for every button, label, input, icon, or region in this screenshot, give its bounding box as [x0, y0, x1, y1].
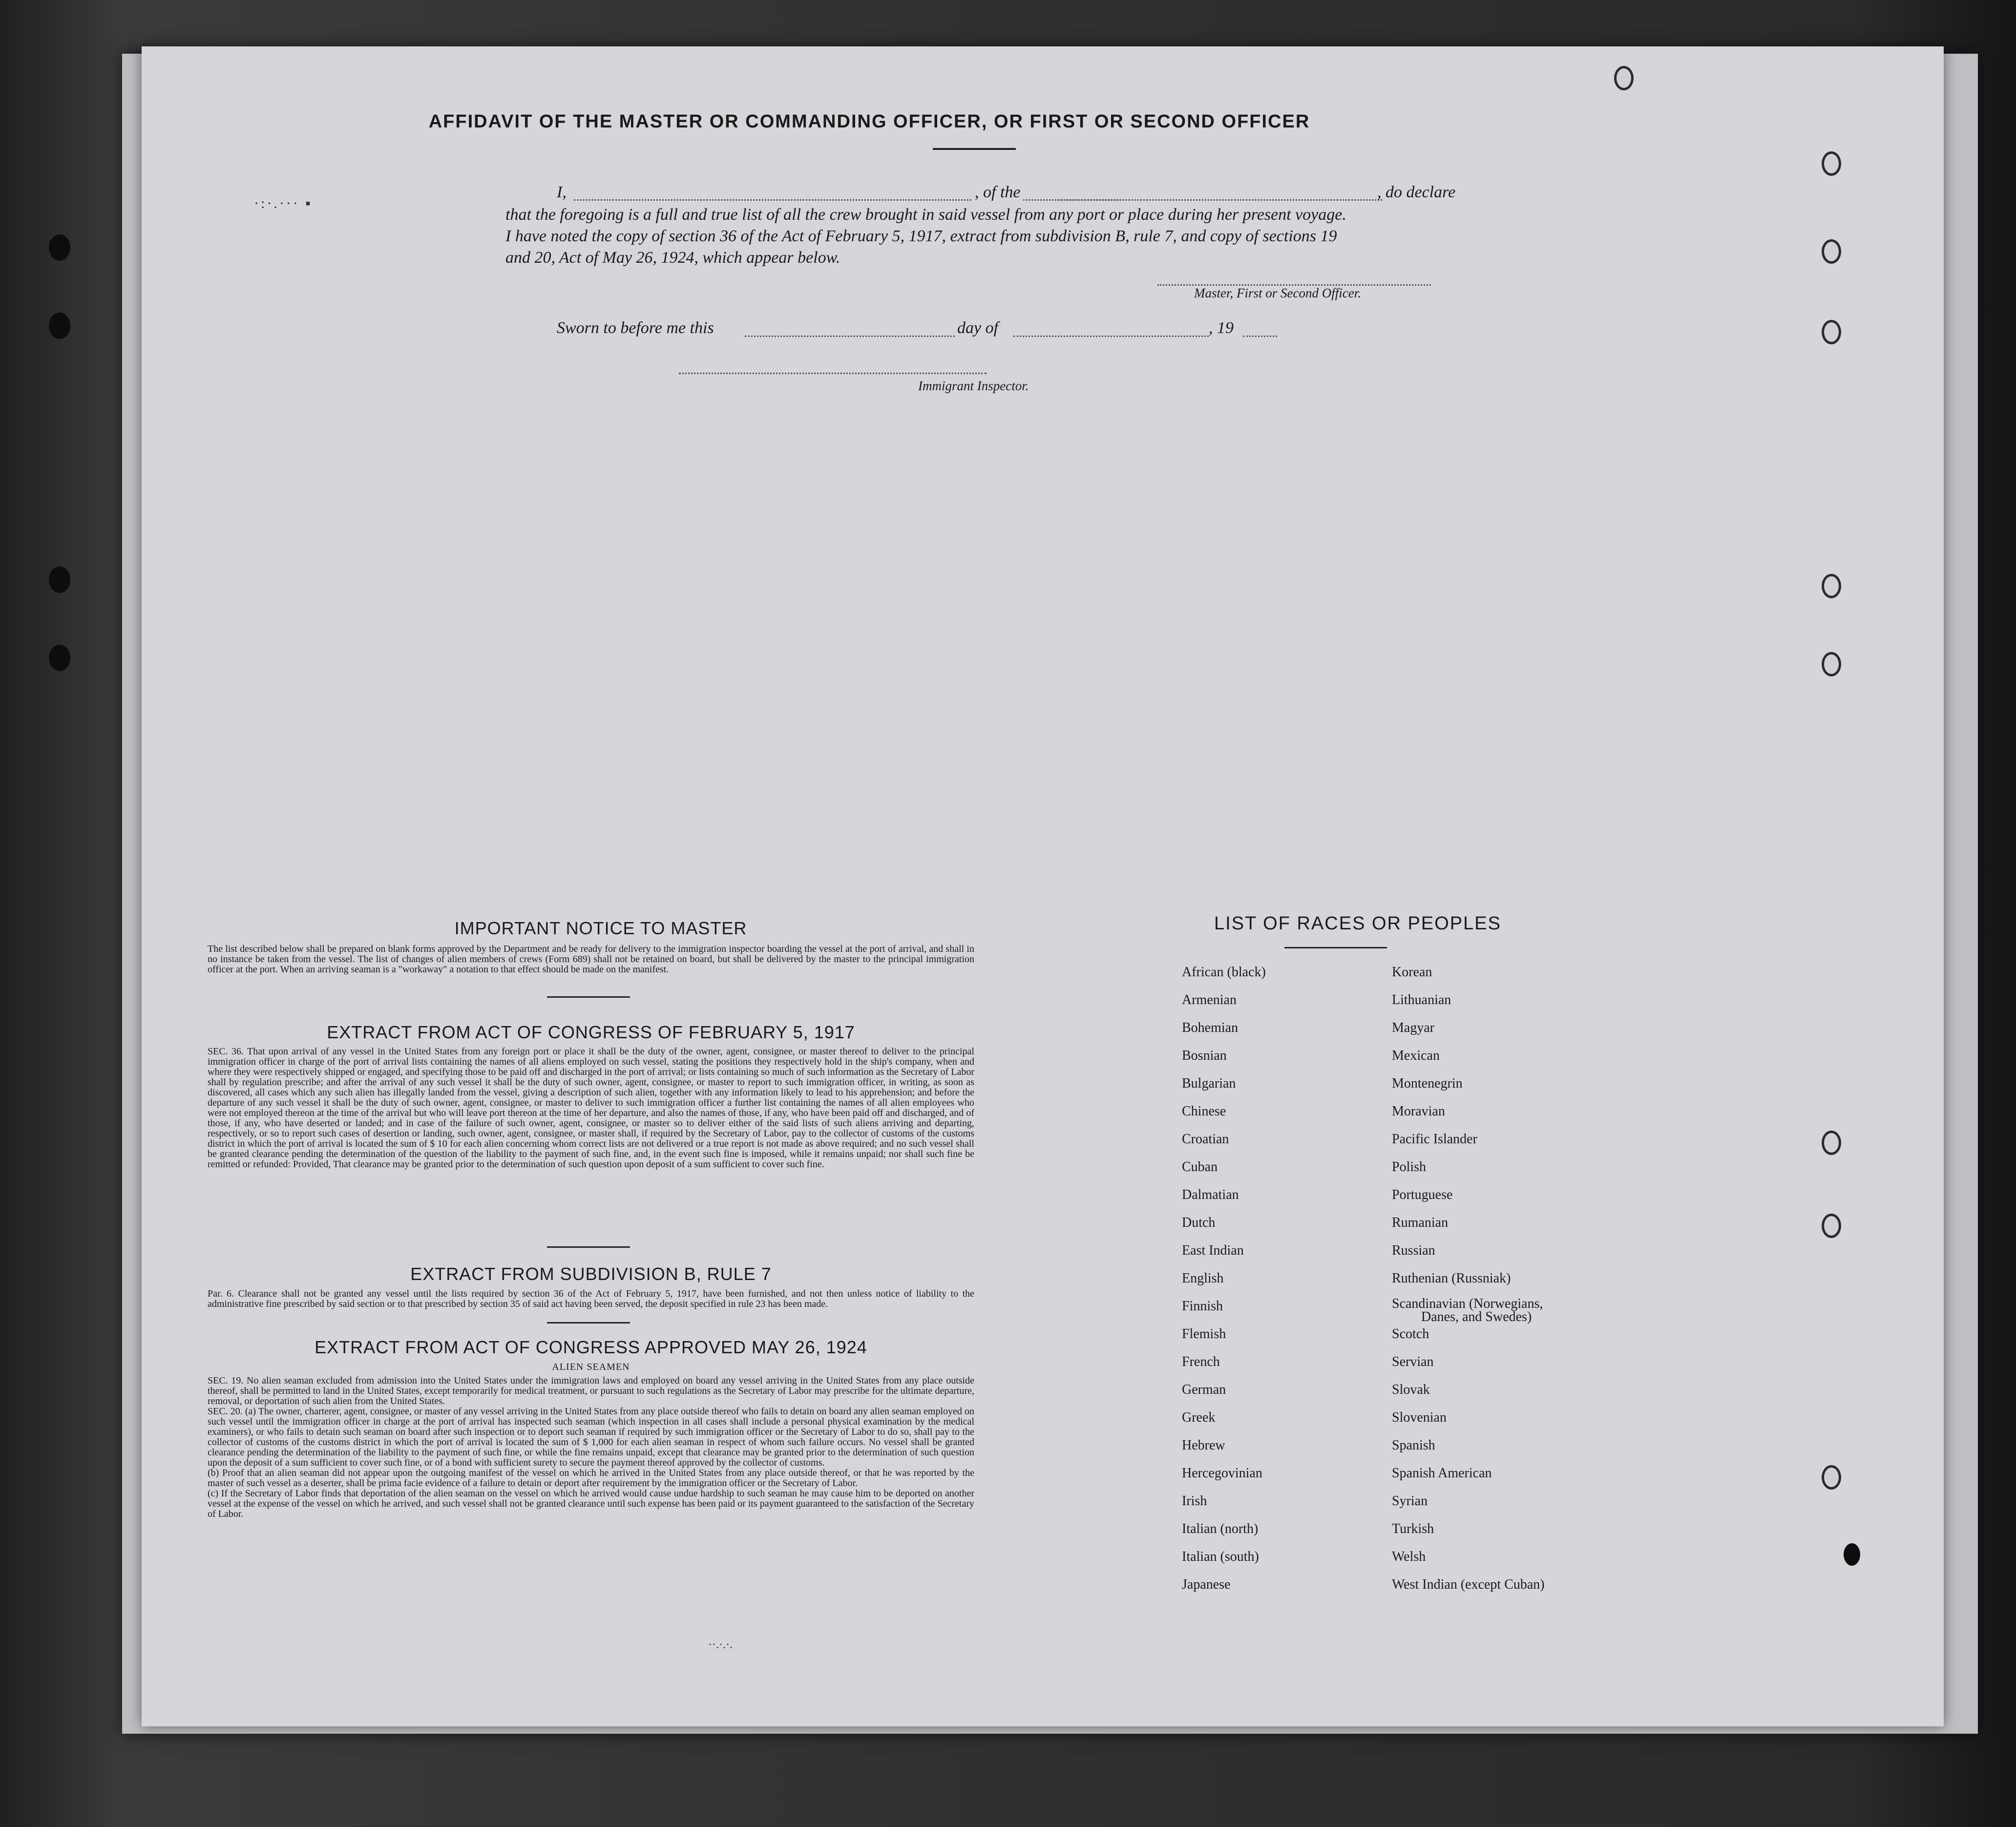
race-item: Polish	[1392, 1159, 1427, 1175]
race-item: Bohemian	[1182, 1020, 1239, 1035]
race-item: Turkish	[1392, 1521, 1434, 1536]
affidavit-line-4: and 20, Act of May 26, 1924, which appear below.	[505, 249, 840, 267]
race-item: Servian	[1392, 1354, 1434, 1369]
race-item: Dutch	[1182, 1215, 1216, 1230]
inspector-signature-line	[679, 373, 987, 374]
races-left-column	[1182, 963, 1266, 1603]
extract-1924-title: EXTRACT FROM ACT OF CONGRESS APPROVED MAY 26, 1924	[315, 1337, 867, 1357]
master-signature-label: Master, First or Second Officer.	[1194, 286, 1361, 300]
race-item: Ruthenian (Russniak)	[1392, 1271, 1511, 1286]
name-field-line	[574, 199, 1121, 201]
race-item: Pacific Islander	[1392, 1132, 1477, 1147]
race-item: Dalmatian	[1182, 1187, 1239, 1202]
section-divider	[547, 1322, 630, 1323]
race-item: Cuban	[1182, 1159, 1218, 1175]
race-item: Irish	[1182, 1493, 1207, 1509]
sec-20c-paragraph: (c) If the Secretary of Labor finds that deportation of the alien seaman on the vessel on which he arrived would cause undue hardship to such seaman he may cause him to be deported on another vessel at the expense of the vessel on which he arrived, and such vessel shall not be granted clearance until such expense has been paid or its payment guaranteed to the satisfaction of the Secretary of Labor.	[208, 1488, 974, 1519]
race-item: African (black)	[1182, 965, 1266, 980]
sec-20a-paragraph: SEC. 20. (a) The owner, charterer, agent, consignee, or master of any vessel arriving in the United States from any place outside thereof who fails to detain on board any alien seaman employed on such vessel until the immigration officer in charge at the port of arrival has inspected such seaman (which inspection in all cases shall include a personal physical examination by the medical examiners), or who fails to detain such seaman on board after such inspection or to deport such seaman if required by such immigration officer or the Secretary of Labor to do so, shall pay to the collector of customs of the customs district in which the port of arrival is located the sum of $ 1,000 for each alien seaman in respect of whom such failure occurs. No vessel shall be granted clearance pending the determination of the liability to the payment of such fine, or while the fine remains unpaid, except that clearance may be granted prior to the determination of such question upon the deposit of a sum sufficient to cover such fine, or of a bond with sufficient surety to secure the payment thereof approved by the collector of customs.	[208, 1406, 974, 1468]
binder-hole	[1844, 1543, 1860, 1566]
race-item: Chinese	[1182, 1104, 1226, 1119]
race-item: Croatian	[1182, 1132, 1229, 1147]
notice-body: The list described below shall be prepared on blank forms approved by the Department and be ready for delivery to the immigration inspector boarding the vessel at the port of arrival, and shall in no instance be taken from the vessel. The list of changes of alien members of crews (Form 689) shall not be retained on board, but shall be delivered by the master to the principal immigration officer at the port. When an arriving seaman is a "workaway" a notation to that effect should be made on the manifest.	[208, 944, 974, 975]
binder-hole	[49, 313, 70, 339]
extract-1924-subtitle: ALIEN SEAMEN	[552, 1362, 630, 1372]
race-item: English	[1182, 1271, 1224, 1286]
races-title: LIST OF RACES OR PEOPLES	[1214, 913, 1501, 934]
affidavit-line-3: I have noted the copy of section 36 of the Act of February 5, 1917, extract from subdivision B, rule 7, and copy of sections 19	[505, 227, 1337, 245]
extract-rule7-title: EXTRACT FROM SUBDIVISION B, RULE 7	[410, 1264, 772, 1284]
ring-mark	[1614, 66, 1634, 90]
binder-hole	[49, 567, 70, 593]
race-item: Italian (south)	[1182, 1549, 1259, 1564]
race-item: Slovenian	[1392, 1410, 1447, 1425]
binder-hole	[49, 234, 70, 261]
ring-mark	[1822, 320, 1841, 344]
section-divider	[547, 996, 630, 998]
sec-19-paragraph: SEC. 19. No alien seaman excluded from admission into the United States under the immigration laws and employed on board any vessel arriving in the United States from any place outside thereof, shall be permitted to land in the United States, except temporarily for medical treatment, or pursuant to such regulations as the Secretary of Labor may prescribe for the ultimate departure, removal, or deportation of such alien from the United States.	[208, 1375, 974, 1407]
extract-1917-title: EXTRACT FROM ACT OF CONGRESS OF FEBRUARY 5, 1917	[327, 1022, 855, 1042]
section-divider	[547, 1246, 630, 1248]
race-item: Bulgarian	[1182, 1076, 1236, 1091]
title-underline	[933, 148, 1016, 150]
race-item: Spanish American	[1392, 1466, 1492, 1481]
race-item: Scotch	[1392, 1326, 1429, 1342]
race-item: Korean	[1392, 965, 1432, 980]
affidavit-i-label: I,	[557, 183, 567, 201]
race-item: Slovak	[1392, 1382, 1430, 1397]
race-item: Japanese	[1182, 1577, 1231, 1592]
affidavit-title: AFFIDAVIT OF THE MASTER OR COMMANDING OFFICER, OR FIRST OR SECOND OFFICER	[428, 111, 1310, 132]
race-item: Montenegrin	[1392, 1076, 1463, 1091]
ring-mark	[1822, 151, 1841, 176]
race-item: Spanish	[1392, 1438, 1435, 1453]
race-item: Flemish	[1182, 1326, 1226, 1342]
race-item: Danes, and Swedes)	[1421, 1309, 1532, 1324]
ring-mark	[1822, 1214, 1841, 1238]
ring-mark	[1822, 1465, 1841, 1490]
sworn-year-field-line	[1243, 336, 1277, 337]
affidavit-of-the: , of the	[972, 182, 1023, 203]
races-right-column	[1392, 963, 1545, 1603]
race-item: French	[1182, 1354, 1220, 1369]
race-item: Russian	[1392, 1243, 1435, 1258]
race-item: Portuguese	[1392, 1187, 1453, 1202]
races-title-underline	[1284, 947, 1387, 948]
race-item: Finnish	[1182, 1299, 1223, 1314]
affidavit-line-2: that the foregoing is a full and true list of all the crew brought in said vessel from any port or place during her present voyage.	[505, 206, 1346, 224]
race-item: West Indian (except Cuban)	[1392, 1577, 1545, 1592]
document-page	[142, 46, 1944, 1726]
sworn-label: Sworn to before me this	[557, 319, 714, 337]
extract-1924-body	[208, 1376, 974, 1519]
race-item: Welsh	[1392, 1549, 1426, 1564]
race-item: East Indian	[1182, 1243, 1244, 1258]
race-item: Rumanian	[1392, 1215, 1449, 1230]
binder-hole	[49, 645, 70, 671]
race-item: Syrian	[1392, 1493, 1428, 1509]
day-of-label: day of	[957, 319, 999, 337]
race-item: Greek	[1182, 1410, 1216, 1425]
race-item: Magyar	[1392, 1020, 1435, 1035]
vessel-field-line	[1055, 199, 1382, 201]
sworn-month-field-line	[1013, 336, 1209, 337]
ring-mark	[1822, 239, 1841, 264]
race-item: Bosnian	[1182, 1048, 1227, 1063]
notice-title: IMPORTANT NOTICE TO MASTER	[454, 918, 747, 938]
affidavit-do-declare: , do declare	[1377, 183, 1456, 201]
race-item: Lithuanian	[1392, 992, 1451, 1008]
inspector-signature-label: Immigrant Inspector.	[918, 378, 1029, 393]
sec-20b-paragraph: (b) Proof that an alien seaman did not appear upon the outgoing manifest of the vessel on which he arrived in the United States from any place outside thereof, or that he was reported by the master of such vessel as a deserter, shall be prima facie evidence of a failure to detain or deport after requirement by the immigration officer or the Secretary of Labor.	[208, 1468, 974, 1489]
race-item: Moravian	[1392, 1104, 1445, 1119]
race-item: Hebrew	[1182, 1438, 1225, 1453]
race-item: German	[1182, 1382, 1226, 1397]
extract-1917-body: SEC. 36. That upon arrival of any vessel in the United States from any foreign port or place it shall be the duty of the owner, agent, consignee, or master thereof to deliver to the principal immigration officer in charge of the port of arrival lists containing the names of all aliens employed on such vessel, stating the positions they respectively hold in the ship's company, when and where they were respectively shipped or engaged, and specifying those to be paid off and discharged in the port of arrival; or lists containing so much of such information as the Secretary of Labor shall by regulation prescribe; and after the arrival of any such vessel it shall be the duty of such owner, agent, consignee, or master to report to such immigration officer, in writing, as soon as discovered, all cases which any such alien has illegally landed from the vessel, giving a description of such alien, together with any information likely to lead to his apprehension; and before the departure of any such vessel it shall be the duty of such owner, agent, consignee, or master to deliver to such immigration officer a further list containing the names of all alien employees who were not employed thereon at the time of the arrival but who will leave port thereon at the time of her departure, and also the names of those, if any, who have been paid off and discharged, and of those, if any, who have deserted or landed; and in case of the failure of such owner, agent, consignee, or master so to deliver either of the said lists of such aliens arriving and departing, respectively, or so to report such cases of desertion or landing, such owner, agent, consignee, or master shall, if required by the Secretary of Labor, pay to the collector of customs of the customs district in which the port of arrival is located the sum of $ 10 for each alien concerning whom correct lists are not delivered or a true report is not made as above required; and no such vessel shall be granted clearance pending the determination of the question of the liability to the payment of such fine, and, in the event such fine is imposed, while it remains unpaid; nor shall such fine be remitted or refunded: Provided, That clearance may be granted prior to the determination of such question upon deposit of a sum sufficient to cover such fine.	[208, 1046, 974, 1170]
race-item: Hercegovinian	[1182, 1466, 1262, 1481]
race-item: Scandinavian (Norwegians,	[1392, 1296, 1543, 1311]
race-item: Italian (north)	[1182, 1521, 1259, 1536]
ring-mark	[1822, 574, 1841, 598]
sworn-day-field-line	[745, 336, 955, 337]
race-item: Mexican	[1392, 1048, 1440, 1063]
year-prefix: , 19	[1209, 319, 1234, 337]
race-item: Armenian	[1182, 992, 1237, 1008]
ring-mark	[1822, 1131, 1841, 1155]
stray-ink-mark: ··.·.·.	[708, 1638, 733, 1651]
extract-rule7-body: Par. 6. Clearance shall not be granted any vessel until the lists required by section 36 of the Act of February 5, 1917, have been furnished, and not then unless notice of liability to the administrative fine prescribed by said section or to that prescribed by section 35 of said act having been served, the deposit specified in rule 23 has been made.	[208, 1288, 974, 1309]
stray-ink-mark: ·:·.··· ▪	[254, 195, 313, 211]
ring-mark	[1822, 652, 1841, 676]
